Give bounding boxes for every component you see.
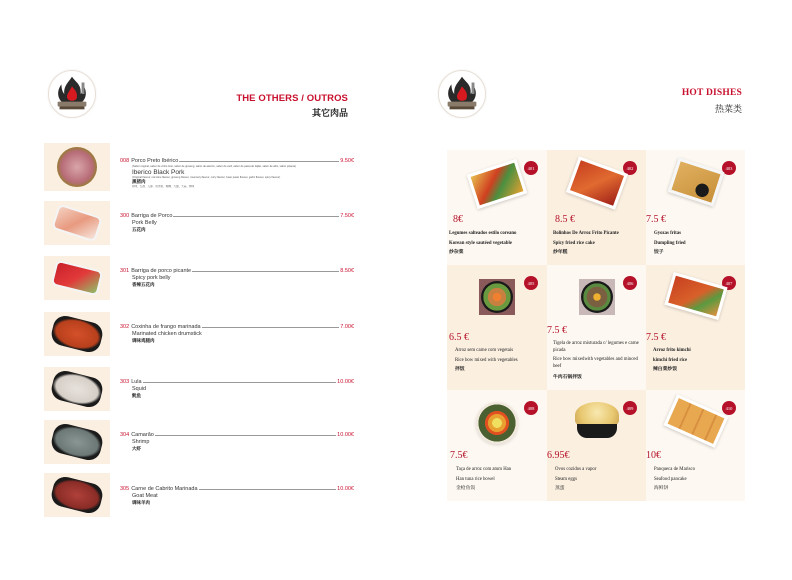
dish-name-pt: Ovos cozidos a vapor	[555, 467, 597, 472]
dish-name-zh: 蒸蛋	[555, 486, 565, 491]
dish-card-402[interactable]	[547, 150, 646, 265]
dish-photo	[575, 402, 619, 446]
dish-name-zh: 牛肉石锅拌饭	[553, 375, 582, 380]
dish-price: 8.5 €	[555, 214, 575, 225]
dish-card-407[interactable]	[646, 265, 745, 390]
dish-photo	[566, 156, 628, 209]
dish-card-409[interactable]	[547, 390, 646, 501]
item-name-en: Goat Meat	[132, 493, 158, 499]
item-code: 303	[120, 379, 130, 385]
item-name-zh: 黑猪肉	[132, 179, 146, 184]
dish-price: 8€	[453, 214, 463, 225]
dish-card-401[interactable]	[447, 150, 547, 265]
item-price: 10.00€	[337, 486, 354, 492]
flavors-zh: 原味、红酒、人参、迷迭香、咖喱、大酱、大蒜、辣味	[132, 185, 195, 188]
dish-name-en: Spicy fried rice cake	[553, 240, 595, 246]
dish-photo	[667, 157, 724, 206]
item-code: 304	[120, 432, 130, 438]
dish-photo	[44, 473, 110, 517]
dish-photo	[44, 367, 110, 411]
dish-photo	[663, 394, 728, 448]
dish-number-badge: 407	[722, 276, 736, 290]
leader-dots	[155, 435, 336, 436]
dish-photo	[44, 420, 110, 464]
dish-price: 6.95€	[547, 450, 570, 461]
dish-name-zh: 炒杂菜	[449, 250, 464, 255]
dish-name-en: Korean style sautéed vegetable	[449, 240, 512, 246]
dish-photo	[579, 279, 615, 315]
item-price: 8.50€	[340, 268, 354, 274]
menu-item-304[interactable]	[44, 420, 354, 464]
item-name-zh: 大虾	[132, 446, 141, 451]
item-name-zh: 鱿鱼	[132, 393, 141, 398]
menu-item-300[interactable]	[44, 201, 354, 245]
leader-dots	[199, 489, 337, 490]
item-price: 7.50€	[340, 213, 354, 219]
restaurant-logo	[48, 70, 96, 118]
leader-dots	[173, 216, 339, 217]
item-code: 008	[120, 158, 130, 164]
restaurant-logo	[438, 70, 486, 118]
dish-name-pt: Taça de arroz com atum Han	[456, 467, 512, 472]
item-name-en: Pork Belly	[132, 220, 157, 226]
dish-name-zh: 辣白菜炒饭	[653, 367, 677, 372]
dish-number-badge: 409	[623, 401, 637, 415]
dish-number-badge: 401	[524, 161, 538, 175]
dish-name-en: Steam eggs	[555, 476, 577, 482]
dish-photo	[44, 201, 110, 245]
dish-name-zh: 拌饭	[455, 367, 465, 372]
dish-photo	[44, 256, 110, 300]
item-code: 300	[120, 213, 130, 219]
item-name-pt: Carne de Cabrito Marinada	[131, 486, 198, 492]
dish-number-badge: 410	[722, 401, 736, 415]
item-name-pt: Barriga de Porco	[131, 213, 173, 219]
leader-dots	[192, 271, 339, 272]
dish-name-en: Dumpling fried	[654, 240, 686, 246]
item-name-zh: 五花肉	[132, 227, 146, 232]
item-name-pt: Porco Preto Ibérico	[131, 158, 179, 164]
dish-name-en: Rice bow mixed with vegetables	[455, 357, 518, 363]
item-name-zh: 调味羊肉	[132, 500, 150, 505]
dish-price: 7.5 €	[646, 332, 666, 343]
dish-name-en: Rice bow mixedwith vegetables and minced beef	[553, 357, 638, 369]
dish-price: 10€	[646, 450, 661, 461]
item-price: 9.50€	[340, 158, 354, 164]
dish-card-410[interactable]	[646, 390, 745, 501]
flavors-pt: (Sabor original, sabor de vinho tinto, sabor de ginseng, sabor de alecrim, sabor de caril, sabor de pasta de feijão, sabor de alho, sabor picante)	[132, 165, 297, 168]
flavors-en: (Original flavour, red wine flavour, ginseng flavour, rosemary flavour, curry flavour, bean paste flavour, garlic flavour, spicy flavour)	[132, 175, 281, 179]
item-name-en: Iberico Black Pork	[132, 168, 185, 176]
dish-name-en: Seafood pancake	[654, 476, 687, 482]
section-title-zh: 其它肉品	[311, 108, 348, 118]
leader-dots	[143, 382, 337, 383]
dish-number-badge: 405	[524, 276, 538, 290]
item-name-zh: 调味鸡腿肉	[132, 338, 155, 343]
dish-number-badge: 402	[623, 161, 637, 175]
right-menu-page	[396, 0, 792, 580]
flame-grill-logo-icon	[49, 71, 95, 117]
item-name-zh: 香辣五花肉	[132, 282, 155, 287]
item-name-pt: Camarão	[131, 432, 154, 438]
section-heading	[682, 88, 742, 115]
item-name-pt: Barriga de porco picante	[131, 268, 192, 274]
item-name-en: Spicy pork belly	[132, 275, 171, 281]
section-title-en: HOT DISHES	[681, 88, 742, 98]
dish-name-pt: Tigela de arroz misturada c/ legumes e carne picada	[553, 341, 639, 353]
hot-dishes-grid	[447, 150, 745, 501]
section-title-en: THE OTHERS / OUTROS	[236, 93, 348, 104]
dish-photo	[44, 143, 110, 191]
dish-name-pt: Arroz sem carne com vegetais	[455, 348, 514, 353]
item-code: 302	[120, 324, 130, 330]
dish-name-zh: 海鲜饼	[654, 486, 669, 491]
dish-name-zh: 饺子	[654, 250, 664, 255]
dish-name-en: kimchi fried rice	[653, 357, 688, 363]
dish-card-408[interactable]	[447, 390, 547, 501]
dish-price: 7.5 €	[547, 325, 567, 336]
item-name-pt: Coxinha de frango marinada	[131, 324, 201, 330]
dish-card-403[interactable]	[646, 150, 745, 265]
dish-price: 7.5€	[450, 450, 468, 461]
section-heading	[236, 93, 348, 119]
item-price: 10.00€	[337, 379, 354, 385]
menu-item-301[interactable]	[44, 256, 354, 300]
item-code: 301	[120, 268, 130, 274]
item-price: 10.00€	[337, 432, 354, 438]
dish-name-pt: Panqueca de Marisco	[654, 467, 696, 472]
flame-grill-logo-icon	[439, 71, 485, 117]
item-name-en: Shrimp	[132, 439, 150, 445]
dish-number-badge: 406	[623, 276, 637, 290]
dish-photo	[664, 272, 727, 320]
item-name-pt: Lula	[131, 379, 142, 385]
dish-name-zh: 炒年糕	[553, 250, 568, 255]
dish-price: 6.5 €	[449, 332, 469, 343]
dish-photo	[479, 279, 515, 315]
dish-name-pt: Legumes salteados estilo coreano	[449, 231, 517, 236]
item-name-en: Marinated chicken drumstick	[132, 331, 202, 337]
item-name-en: Squid	[132, 386, 147, 392]
dish-name-pt: Gyozas fritas	[654, 231, 682, 236]
dish-name-pt: Arroz frito kimchi	[653, 348, 691, 353]
leader-dots	[202, 327, 340, 328]
leader-dots	[179, 161, 339, 162]
dish-card-406[interactable]	[547, 265, 646, 390]
item-price: 7.00€	[340, 324, 354, 330]
dish-number-badge: 403	[722, 161, 736, 175]
dish-photo	[467, 159, 528, 209]
dish-name-pt: Bolinhos De Arroz Frito Picante	[553, 231, 619, 236]
dish-number-badge: 408	[524, 401, 538, 415]
dish-photo	[476, 402, 518, 444]
menu-item-008[interactable]	[44, 143, 354, 191]
dish-card-405[interactable]	[447, 265, 547, 390]
dish-name-zh: 金枪鱼饭	[456, 486, 476, 491]
dish-price: 7.5 €	[646, 214, 666, 225]
section-title-zh: 热菜类	[714, 104, 742, 114]
menu-item-302[interactable]	[44, 312, 354, 356]
menu-item-303[interactable]	[44, 367, 354, 411]
item-code: 305	[120, 486, 130, 492]
dish-name-en: Han tuna rice bowel	[456, 476, 495, 482]
dish-photo	[44, 312, 110, 356]
menu-item-305[interactable]	[44, 473, 354, 517]
